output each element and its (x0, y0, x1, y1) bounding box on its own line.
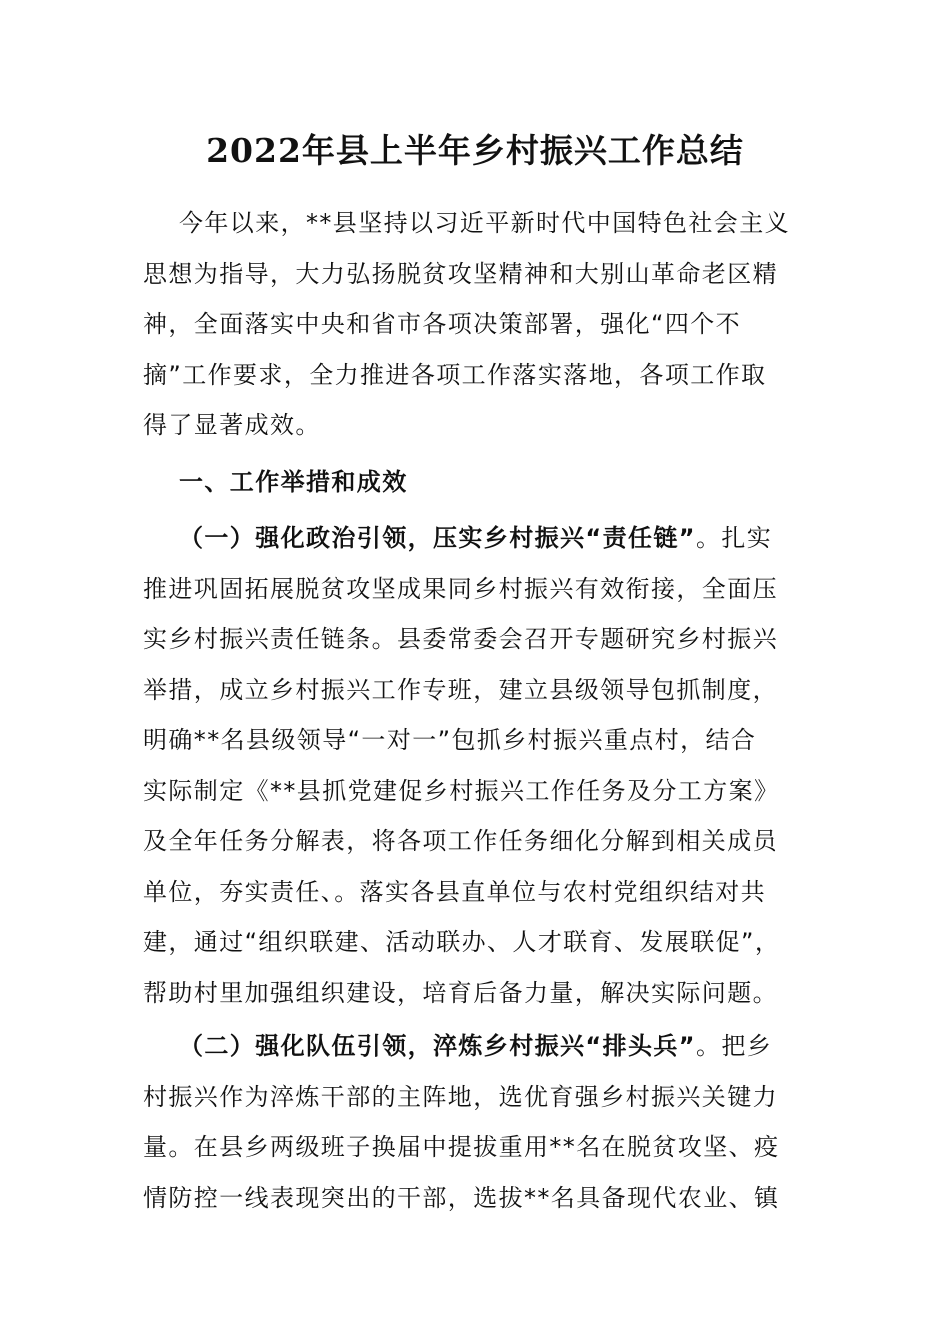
subsection-2-paragraph (143, 1021, 803, 1223)
intro-line: 今年以来，**县坚持以习近平新时代中国特色社会主义 (179, 209, 790, 237)
intro-line: 得了显著成效。 (143, 411, 321, 439)
subsection-1-line: 建，通过“组织联建、活动联办、人才联育、发展联促”， (143, 928, 781, 956)
subsection-1-line: 帮助村里加强组织建设，培育后备力量，解决实际问题。 (143, 978, 778, 1007)
section-heading: 一、工作举措和成效 (179, 468, 408, 496)
subsection-1-first-line-rest: 。扎实 (695, 524, 773, 552)
subsection-1-first-line (143, 513, 803, 564)
subsection-1-heading: （一）强化政治引领，压实乡村振兴“责任链” (179, 524, 696, 552)
subsection-1-line: 明确**名县级领导“一对一”包抓乡村振兴重点村，结合 (143, 726, 757, 754)
intro-line: 思想为指导，大力弘扬脱贫攻坚精神和大别山革命老区精 (143, 259, 778, 288)
subsection-2-heading: （二）强化队伍引领，淬炼乡村振兴“排头兵” (179, 1032, 696, 1060)
subsection-2-first-line (143, 1021, 803, 1072)
intro-paragraph (143, 198, 803, 451)
subsection-1-line: 实乡村振兴责任链条。县委常委会召开专题研究乡村振兴 (143, 625, 778, 653)
subsection-1-paragraph (143, 513, 803, 1018)
intro-line: 摘”工作要求，全力推进各项工作落实落地，各项工作取 (143, 360, 767, 389)
document-title: 2022年县上半年乡村振兴工作总结 (206, 131, 744, 170)
subsection-2-line: 量。在县乡两级班子换届中提拔重用**名在脱贫攻坚、疫 (143, 1133, 780, 1161)
intro-line: 神，全面落实中央和省市各项决策部署，强化“四个不 (143, 310, 742, 338)
subsection-1-line: 举措，成立乡村振兴工作专班，建立县级领导包抓制度， (143, 675, 778, 704)
subsection-2-line: 村振兴作为淬炼干部的主阵地，选优育强乡村振兴关键力 (143, 1082, 778, 1111)
subsection-1-line: 单位，夯实责任、。落实各县直单位与农村党组织结对共 (143, 877, 766, 906)
subsection-1-line: 实际制定《**县抓党建促乡村振兴工作任务及分工方案》 (143, 776, 780, 805)
subsection-2-first-line-rest: 。把乡 (695, 1032, 773, 1060)
subsection-1-line: 推进巩固拓展脱贫攻坚成果同乡村振兴有效衔接，全面压 (143, 574, 778, 603)
subsection-1-line: 及全年任务分解表，将各项工作任务细化分解到相关成员 (143, 827, 778, 855)
subsection-2-line: 情防控一线表现突出的干部，选拔**名具备现代农业、镇 (143, 1183, 780, 1212)
